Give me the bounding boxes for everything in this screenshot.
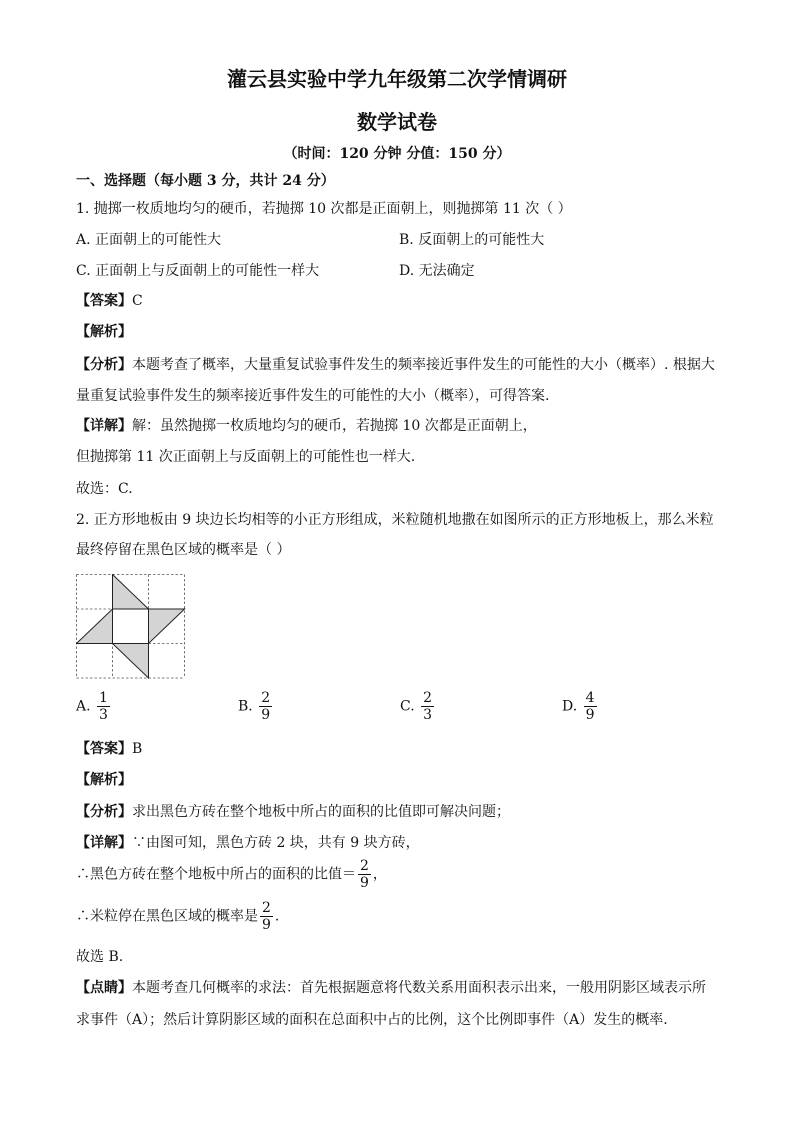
section-heading: 一、选择题（每小题 3 分，共计 24 分） (76, 173, 335, 189)
fenxi-text: 求出黑色方砖在整个地板中所占的面积的比值即可解决问题； (132, 804, 510, 820)
detail-label: 【详解】 (76, 835, 132, 851)
denominator: 9 (585, 707, 595, 723)
q1-analysis-label: 【解析】 (76, 324, 132, 340)
q1-stem: 1. 抛掷一枚质地均匀的硬币，若抛掷 10 次都是正面朝上，则抛掷第 11 次（ ） (76, 201, 572, 217)
detail-line2-post: ， (372, 866, 387, 883)
fraction (584, 690, 597, 723)
numerator: 2 (261, 690, 271, 706)
q2-stem: 2. 正方形地板由 9 块边长均相等的小正方形组成，米粒随机地撒在如图所示的正方形地板上，那么米粒 (76, 512, 714, 528)
detail-text: 解：虽然抛掷一枚质地均匀的硬币，若抛掷 10 次都是正面朝上， (132, 418, 537, 434)
fraction (358, 858, 371, 891)
page-title: 灌云县实验中学九年级第二次学情调研 (227, 67, 567, 91)
fraction (260, 900, 273, 933)
numerator: 4 (585, 690, 595, 706)
detail-line3-text: ∴米粒停在黑色区域的概率是 (76, 908, 258, 925)
detail-line2-text: ∴黑色方砖在整个地板中所占的面积的比值＝ (76, 866, 356, 883)
q2-option-b (238, 690, 274, 723)
q2-detail-line3 (76, 900, 279, 933)
q1-fenxi (76, 354, 715, 374)
numerator: 2 (262, 900, 271, 916)
fraction (421, 690, 434, 723)
q1-detail-line2: 但抛掷第 11 次正面朝上与反面朝上的可能性也一样大. (76, 449, 416, 465)
answer-label: 【答案】 (76, 741, 132, 757)
shaded-triangle-top (113, 575, 149, 610)
denominator: 9 (262, 917, 271, 933)
q2-detail (76, 832, 420, 852)
shaded-triangle-right (149, 609, 185, 644)
answer-label: 【答案】 (76, 293, 132, 309)
comment-label: 【点睛】 (76, 980, 132, 996)
answer-value: B (132, 741, 143, 757)
q2-conclusion: 故选 B. (76, 949, 124, 965)
grid-lines (77, 575, 185, 679)
q1-fenxi-line2: 量重复试验事件发生的频率接近事件发生的可能性的大小（概率），可得答案. (76, 388, 550, 404)
shaded-triangles (77, 575, 185, 679)
numerator: 1 (99, 690, 108, 706)
q2-answer (76, 738, 142, 758)
detail-label: 【详解】 (76, 418, 132, 434)
floor-figure (76, 574, 186, 679)
detail-text: ∵由图可知，黑色方砖 2 块，共有 9 块方砖， (132, 835, 420, 851)
q1-option-d: D. 无法确定 (399, 263, 475, 279)
denominator: 3 (423, 707, 433, 723)
q2-analysis-label: 【解析】 (76, 772, 132, 788)
q1-option-c: C. 正面朝上与反面朝上的可能性一样大 (76, 263, 320, 279)
numerator: 2 (423, 690, 433, 706)
denominator: 3 (99, 707, 108, 723)
q2-option-d (562, 690, 599, 723)
denominator: 9 (261, 707, 271, 723)
subject-title: 数学试卷 (357, 110, 437, 134)
option-label: B. (238, 698, 253, 715)
detail-line3-post: . (274, 908, 280, 925)
fenxi-text: 本题考查了概率，大量重复试验事件发生的频率接近事件发生的可能性的大小（概率）. 根据大 (132, 357, 715, 373)
option-label: D. (562, 698, 578, 715)
q2-comment (76, 977, 706, 997)
q2-option-a (76, 690, 112, 723)
q2-comment-line2: 求事件（A）；然后计算阴影区域的面积在总面积中占的比例，这个比例即事件（A）发生的概率. (76, 1012, 668, 1028)
q2-fenxi (76, 801, 510, 821)
denominator: 9 (360, 875, 369, 891)
fenxi-label: 【分析】 (76, 804, 132, 820)
q1-option-a: A. 正面朝上的可能性大 (76, 232, 222, 248)
q1-conclusion: 故选：C. (76, 481, 133, 497)
comment-text: 本题考查几何概率的求法：首先根据题意将代数关系用面积表示出来，一般用阴影区域表示所 (132, 980, 706, 996)
option-label: A. (76, 698, 91, 715)
fenxi-label: 【分析】 (76, 357, 132, 373)
fraction (259, 690, 272, 723)
fraction (97, 690, 110, 723)
shaded-triangle-left (77, 609, 113, 644)
q2-detail-line2 (76, 858, 387, 891)
shaded-triangle-bottom (113, 644, 149, 679)
q2-option-c (400, 690, 436, 723)
q2-stem-line2: 最终停留在黑色区域的概率是（ ） (76, 542, 291, 558)
q1-detail (76, 415, 537, 435)
answer-value: C (132, 293, 143, 309)
q1-option-b: B. 反面朝上的可能性大 (399, 232, 545, 248)
q1-answer (76, 290, 143, 310)
exam-info: （时间：120 分钟 分值：150 分） (283, 146, 511, 162)
numerator: 2 (360, 858, 369, 874)
option-label: C. (400, 698, 415, 715)
